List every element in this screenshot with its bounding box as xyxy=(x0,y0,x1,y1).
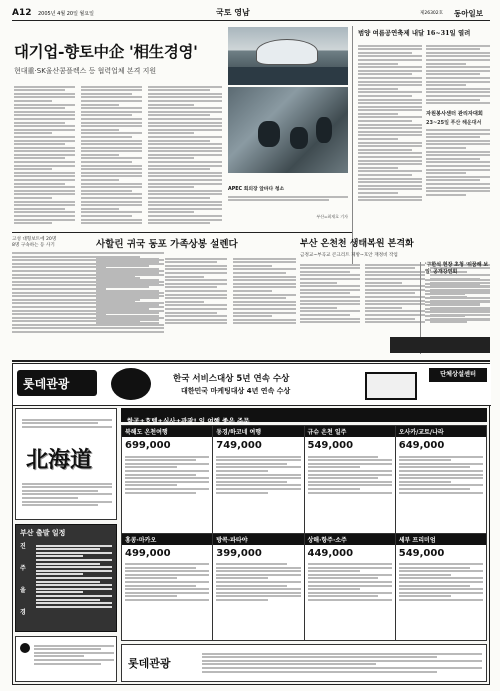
sidebar-col-2 xyxy=(426,43,490,203)
product-band xyxy=(121,408,487,425)
contact-lines xyxy=(34,643,114,666)
product-title: 세부 프리미엄 xyxy=(396,534,486,545)
ad-slogan-1: 한국 서비스대상 5년 연속 수상 xyxy=(173,374,290,384)
ad-badge: 단체상설센터 xyxy=(429,368,487,382)
story2-col xyxy=(165,256,228,326)
product-title: 상해·항주·소주 xyxy=(305,534,395,545)
product-price: 649,000 xyxy=(398,440,445,451)
sea-water xyxy=(228,67,348,85)
sidebar-headline-2: 자원봉사센터 관리자대회 xyxy=(426,111,483,118)
masthead xyxy=(0,0,500,22)
footer-lines xyxy=(202,651,482,674)
story4-headline: '구한석 현장 초청 '뒤꿈해 보일' 공개강연회 xyxy=(425,262,489,275)
story3-col xyxy=(300,262,360,325)
product-card[interactable] xyxy=(213,534,303,641)
story3-subhead: 금정교~부곡교 콘크리트 제방~호안 재정비 작업 xyxy=(300,253,398,258)
section-rule xyxy=(12,232,352,233)
product-card[interactable] xyxy=(305,534,395,641)
lead-headline: 대기업-향토中企 '相生경영' xyxy=(14,42,198,61)
product-grid xyxy=(121,425,487,641)
hokkaido-title: 北海道 xyxy=(26,447,93,473)
issue-date: 2005년 4월 20일 월요일 xyxy=(38,11,95,17)
stadium-roof xyxy=(256,39,318,65)
region-label: 진 xyxy=(20,543,26,550)
issue-number: 제26302호 xyxy=(420,11,444,16)
diver-figure xyxy=(290,127,308,149)
lead-body-col1 xyxy=(14,84,75,252)
story3-col xyxy=(365,262,425,325)
paper-name: 동아일보 xyxy=(454,9,483,18)
product-card[interactable] xyxy=(396,426,486,533)
product-title: 동경/하코네 여행 xyxy=(213,426,303,437)
product-price: 499,000 xyxy=(125,547,171,559)
lead-photo xyxy=(228,27,348,85)
ad-footer xyxy=(121,644,487,682)
product-card[interactable] xyxy=(122,534,212,641)
story2-col xyxy=(96,256,159,326)
product-price: 399,000 xyxy=(216,547,262,559)
hokkaido-block xyxy=(15,408,117,520)
small-ad-strip xyxy=(390,337,490,353)
product-price: 449,000 xyxy=(307,547,354,559)
footer-brand: 롯데관광 xyxy=(128,657,171,670)
lead-body-col2 xyxy=(81,84,142,252)
region-label: 울 xyxy=(20,587,26,594)
product-title: 북해도 온천여행 xyxy=(122,426,212,437)
product-title: 방콕·파타야 xyxy=(213,534,303,545)
product-price: 749,000 xyxy=(216,440,262,451)
page-number: A12 xyxy=(12,8,32,18)
masthead-rule xyxy=(12,20,490,21)
region-label: 경 xyxy=(20,609,26,616)
brand-logo-text: 롯데관광 xyxy=(23,377,70,391)
product-title: 오사카/교토/나라 xyxy=(396,426,486,437)
ad-number-big xyxy=(365,372,417,400)
story2-label-2: 8명 구속하는 등 사기 xyxy=(12,243,55,248)
award-badge xyxy=(111,368,151,400)
region-labels xyxy=(20,541,32,629)
product-card[interactable] xyxy=(396,534,486,641)
ad-banner xyxy=(13,364,491,406)
brand-logo xyxy=(17,370,97,396)
sidebar-subhead-2: 23~25일 푸산 해운대서 xyxy=(426,120,482,127)
hokkaido-copy xyxy=(22,417,112,429)
story3-headline: 부산 온천천 생태복원 본격화 xyxy=(300,239,414,249)
product-title: 규슈 온천 일주 xyxy=(305,426,395,437)
region-title: 부산 출발 일정 xyxy=(20,529,66,537)
phone-icon xyxy=(20,643,30,653)
ad-slogan-2: 대한민국 마케팅대상 4년 연속 수상 xyxy=(181,387,291,395)
hokkaido-copy-lower xyxy=(22,481,112,508)
product-band-text: 항공+호텔+식사+관광! 일 여행 좋은 주문 xyxy=(127,417,250,425)
story2-col xyxy=(233,256,296,326)
ad-rule xyxy=(12,360,490,362)
region-lines xyxy=(36,543,112,609)
lead-body-col3 xyxy=(148,84,222,226)
lead-subhead: 현대重·SK울산콤플렉스 등 협력업체 본격 지원 xyxy=(14,67,157,75)
product-card[interactable] xyxy=(213,426,303,533)
tour-ad xyxy=(12,363,490,685)
product-price: 699,000 xyxy=(125,440,171,451)
product-price: 549,000 xyxy=(398,547,445,559)
column-divider xyxy=(352,26,353,266)
diver-figure xyxy=(316,117,332,143)
contact-strip xyxy=(15,636,117,682)
lead-body xyxy=(14,84,142,252)
region-label: 주 xyxy=(20,565,26,572)
sidebar-col-1 xyxy=(358,43,422,203)
section-title: 국토 영남 xyxy=(216,7,250,17)
photo-byline: 부산=최재호 기자 xyxy=(316,213,348,219)
divers-photo xyxy=(228,87,348,173)
region-schedule xyxy=(15,524,117,632)
diver-figure xyxy=(258,121,280,147)
product-card[interactable] xyxy=(305,426,395,533)
story2-main xyxy=(96,236,296,360)
product-price: 549,000 xyxy=(307,440,354,451)
product-title: 홍콩·마카오 xyxy=(122,534,212,545)
photo-caption-title: APEC 회의장 앞바다 청소 xyxy=(228,187,285,192)
story2-label: 고성 대형보트에 20명 xyxy=(12,237,57,242)
sidebar xyxy=(358,28,490,264)
story2-headline: 사할린 귀국 동포 가족상봉 설렌다 xyxy=(96,239,238,250)
sidebar-headline-1: 범양 여름공연축제 내달 16~31일 열려 xyxy=(358,29,471,37)
product-card[interactable] xyxy=(122,426,212,533)
photo-caption xyxy=(228,175,348,222)
